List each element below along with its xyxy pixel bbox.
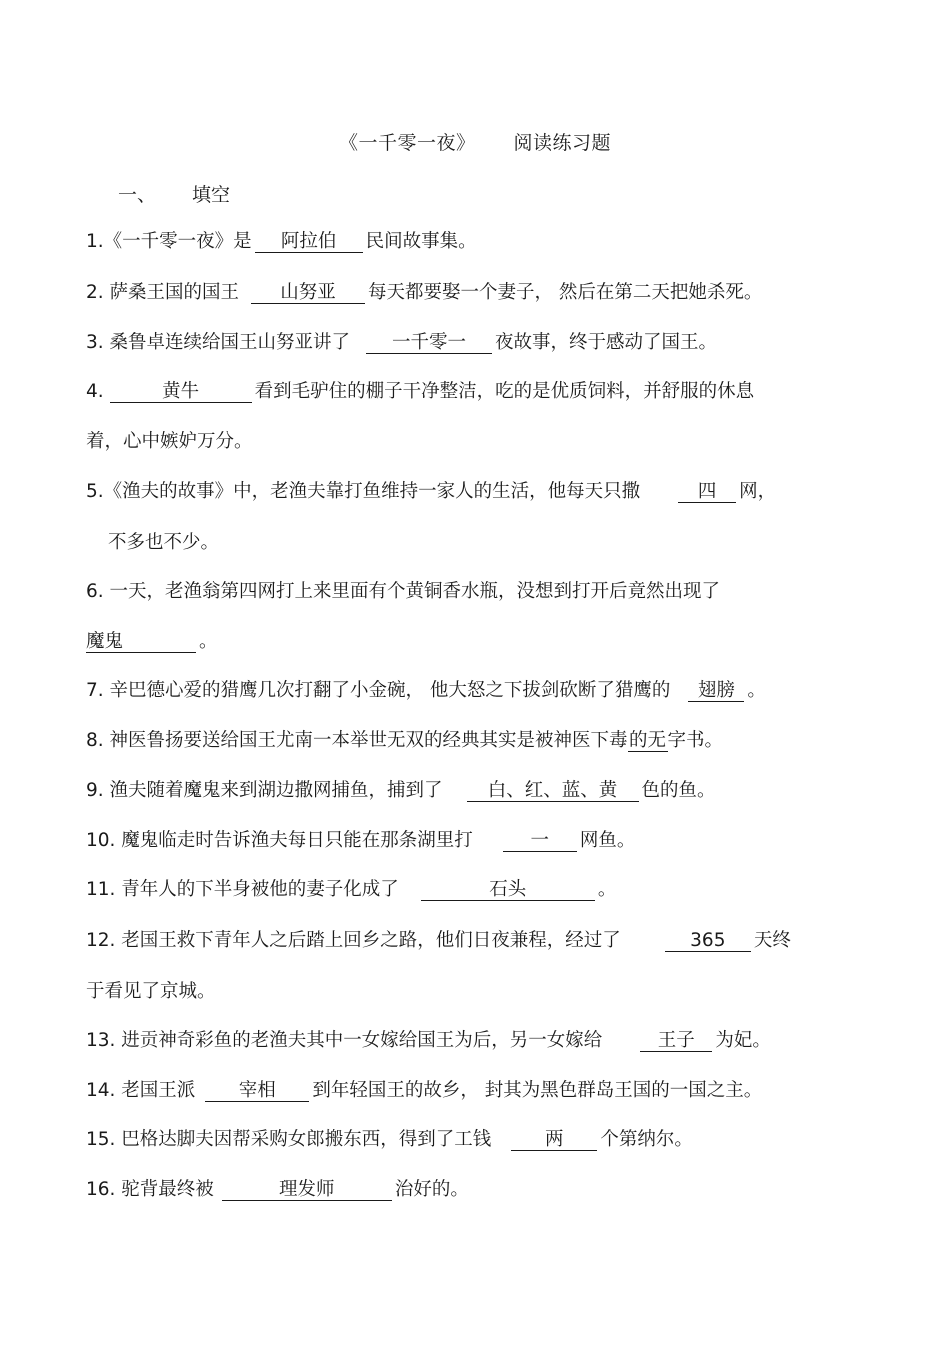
section-heading [118, 180, 230, 207]
question-11 [86, 878, 616, 902]
question-text: 网鱼。 [579, 830, 636, 851]
question-5-continued [108, 531, 219, 555]
answer-blank: 石头 [421, 880, 595, 901]
question-4-continued [86, 430, 253, 454]
question-text: 9. 渔夫随着魔鬼来到湖边撒网捕鱼，捕到了 [86, 780, 443, 801]
section-number: 一、 [118, 184, 157, 206]
question-1 [86, 230, 477, 254]
question-text: 到年轻国王的故乡， 封其为黑色群岛王国的一国之主。 [312, 1080, 763, 1101]
answer-blank: 白、红、蓝、黄 [467, 781, 639, 802]
question-10 [86, 829, 635, 853]
question-text: 10. 魔鬼临走时告诉渔夫每日只能在那条湖里打 [86, 830, 473, 851]
question-text: 3. 桑鲁卓连续给国王山努亚讲了 [86, 332, 351, 353]
question-2 [86, 281, 762, 305]
question-6-continued [86, 630, 218, 654]
answer-blank: 的无 [629, 730, 667, 751]
answer-blank: 一千零一 [366, 333, 492, 354]
question-15 [86, 1128, 693, 1152]
question-text: 夜故事，终于感动了国王。 [495, 332, 718, 353]
answer-blank: 理发师 [222, 1180, 392, 1201]
question-text: 7. 辛巴德心爱的猎鹰几次打翻了小金碗， 他大怒之下拔剑砍断了猎鹰的 [86, 680, 671, 701]
question-text: 1.《一千零一夜》是 [86, 231, 252, 252]
question-13 [86, 1029, 771, 1053]
question-text: 。 [199, 631, 218, 652]
question-3 [86, 331, 717, 355]
question-9 [86, 779, 716, 803]
answer-blank: 翅膀 [688, 681, 744, 702]
question-text: 色的鱼。 [641, 780, 716, 801]
question-16 [86, 1178, 469, 1202]
answer-blank: 黄牛 [110, 382, 252, 403]
answer-blank: 宰相 [205, 1081, 309, 1102]
question-text: 个第纳尔。 [600, 1129, 693, 1150]
question-text: 天终 [753, 930, 791, 951]
question-text: 13. 进贡神奇彩鱼的老渔夫其中一女嫁给国王为后，另一女嫁给 [86, 1030, 603, 1051]
question-text: 4. [86, 381, 104, 402]
question-14 [86, 1079, 762, 1103]
question-7 [86, 679, 766, 703]
question-text: 12. 老国王救下青年人之后踏上回乡之路，他们日夜兼程，经过了 [86, 930, 621, 951]
question-text: 网， [739, 481, 777, 502]
answer-blank: 魔鬼 [86, 632, 196, 653]
question-text: 不多也不少。 [108, 532, 220, 553]
answer-blank: 一 [503, 831, 577, 852]
question-6 [86, 580, 720, 604]
question-text: 着，心中嫉妒万分。 [86, 431, 253, 452]
question-text: 14. 老国王派 [86, 1080, 196, 1101]
question-12-continued [86, 980, 216, 1004]
question-text: 每天都要娶一个妻子， 然后在第二天把她杀死。 [368, 282, 763, 303]
question-text: 2. 萨桑王国的国王 [86, 282, 240, 303]
question-text: 民间故事集。 [365, 231, 477, 252]
section-label: 填空 [192, 184, 231, 206]
title-main: 《一千零一夜》 [338, 132, 476, 154]
question-text: 8. 神医鲁扬要送给国王尤南一本举世无双的经典其实是被神医下毒 [86, 730, 628, 751]
question-text: 治好的。 [394, 1179, 469, 1200]
question-12 [86, 929, 791, 953]
question-text: 看到毛驴住的棚子干净整洁，吃的是优质饲料，并舒服的休息 [254, 381, 755, 402]
answer-blank: 阿拉伯 [255, 232, 363, 253]
question-text: 字书。 [667, 730, 724, 751]
question-text: 5.《渔夫的故事》中，老渔夫靠打鱼维持一家人的生活，他每天只撒 [86, 481, 641, 502]
page-title [0, 128, 950, 155]
title-sub: 阅读练习题 [513, 132, 612, 154]
question-text: 于看见了京城。 [86, 981, 216, 1002]
answer-blank: 山努亚 [251, 283, 365, 304]
question-4 [86, 380, 754, 404]
answer-blank: 365 [665, 931, 751, 952]
question-text: 11. 青年人的下半身被他的妻子化成了 [86, 879, 399, 900]
question-text: 16. 驼背最终被 [86, 1179, 214, 1200]
answer-blank: 王子 [640, 1031, 712, 1052]
question-text: 15. 巴格达脚夫因帮采购女郎搬东西，得到了工钱 [86, 1129, 492, 1150]
question-text: 。 [597, 879, 617, 900]
question-text: 为妃。 [715, 1030, 771, 1051]
question-5 [86, 480, 776, 504]
answer-blank: 四 [678, 482, 736, 503]
question-text: 6. 一天，老渔翁第四网打上来里面有个黄铜香水瓶，没想到打开后竟然出现了 [86, 581, 721, 602]
question-text: 。 [747, 680, 766, 701]
answer-blank: 两 [511, 1130, 597, 1151]
question-8 [86, 729, 723, 753]
